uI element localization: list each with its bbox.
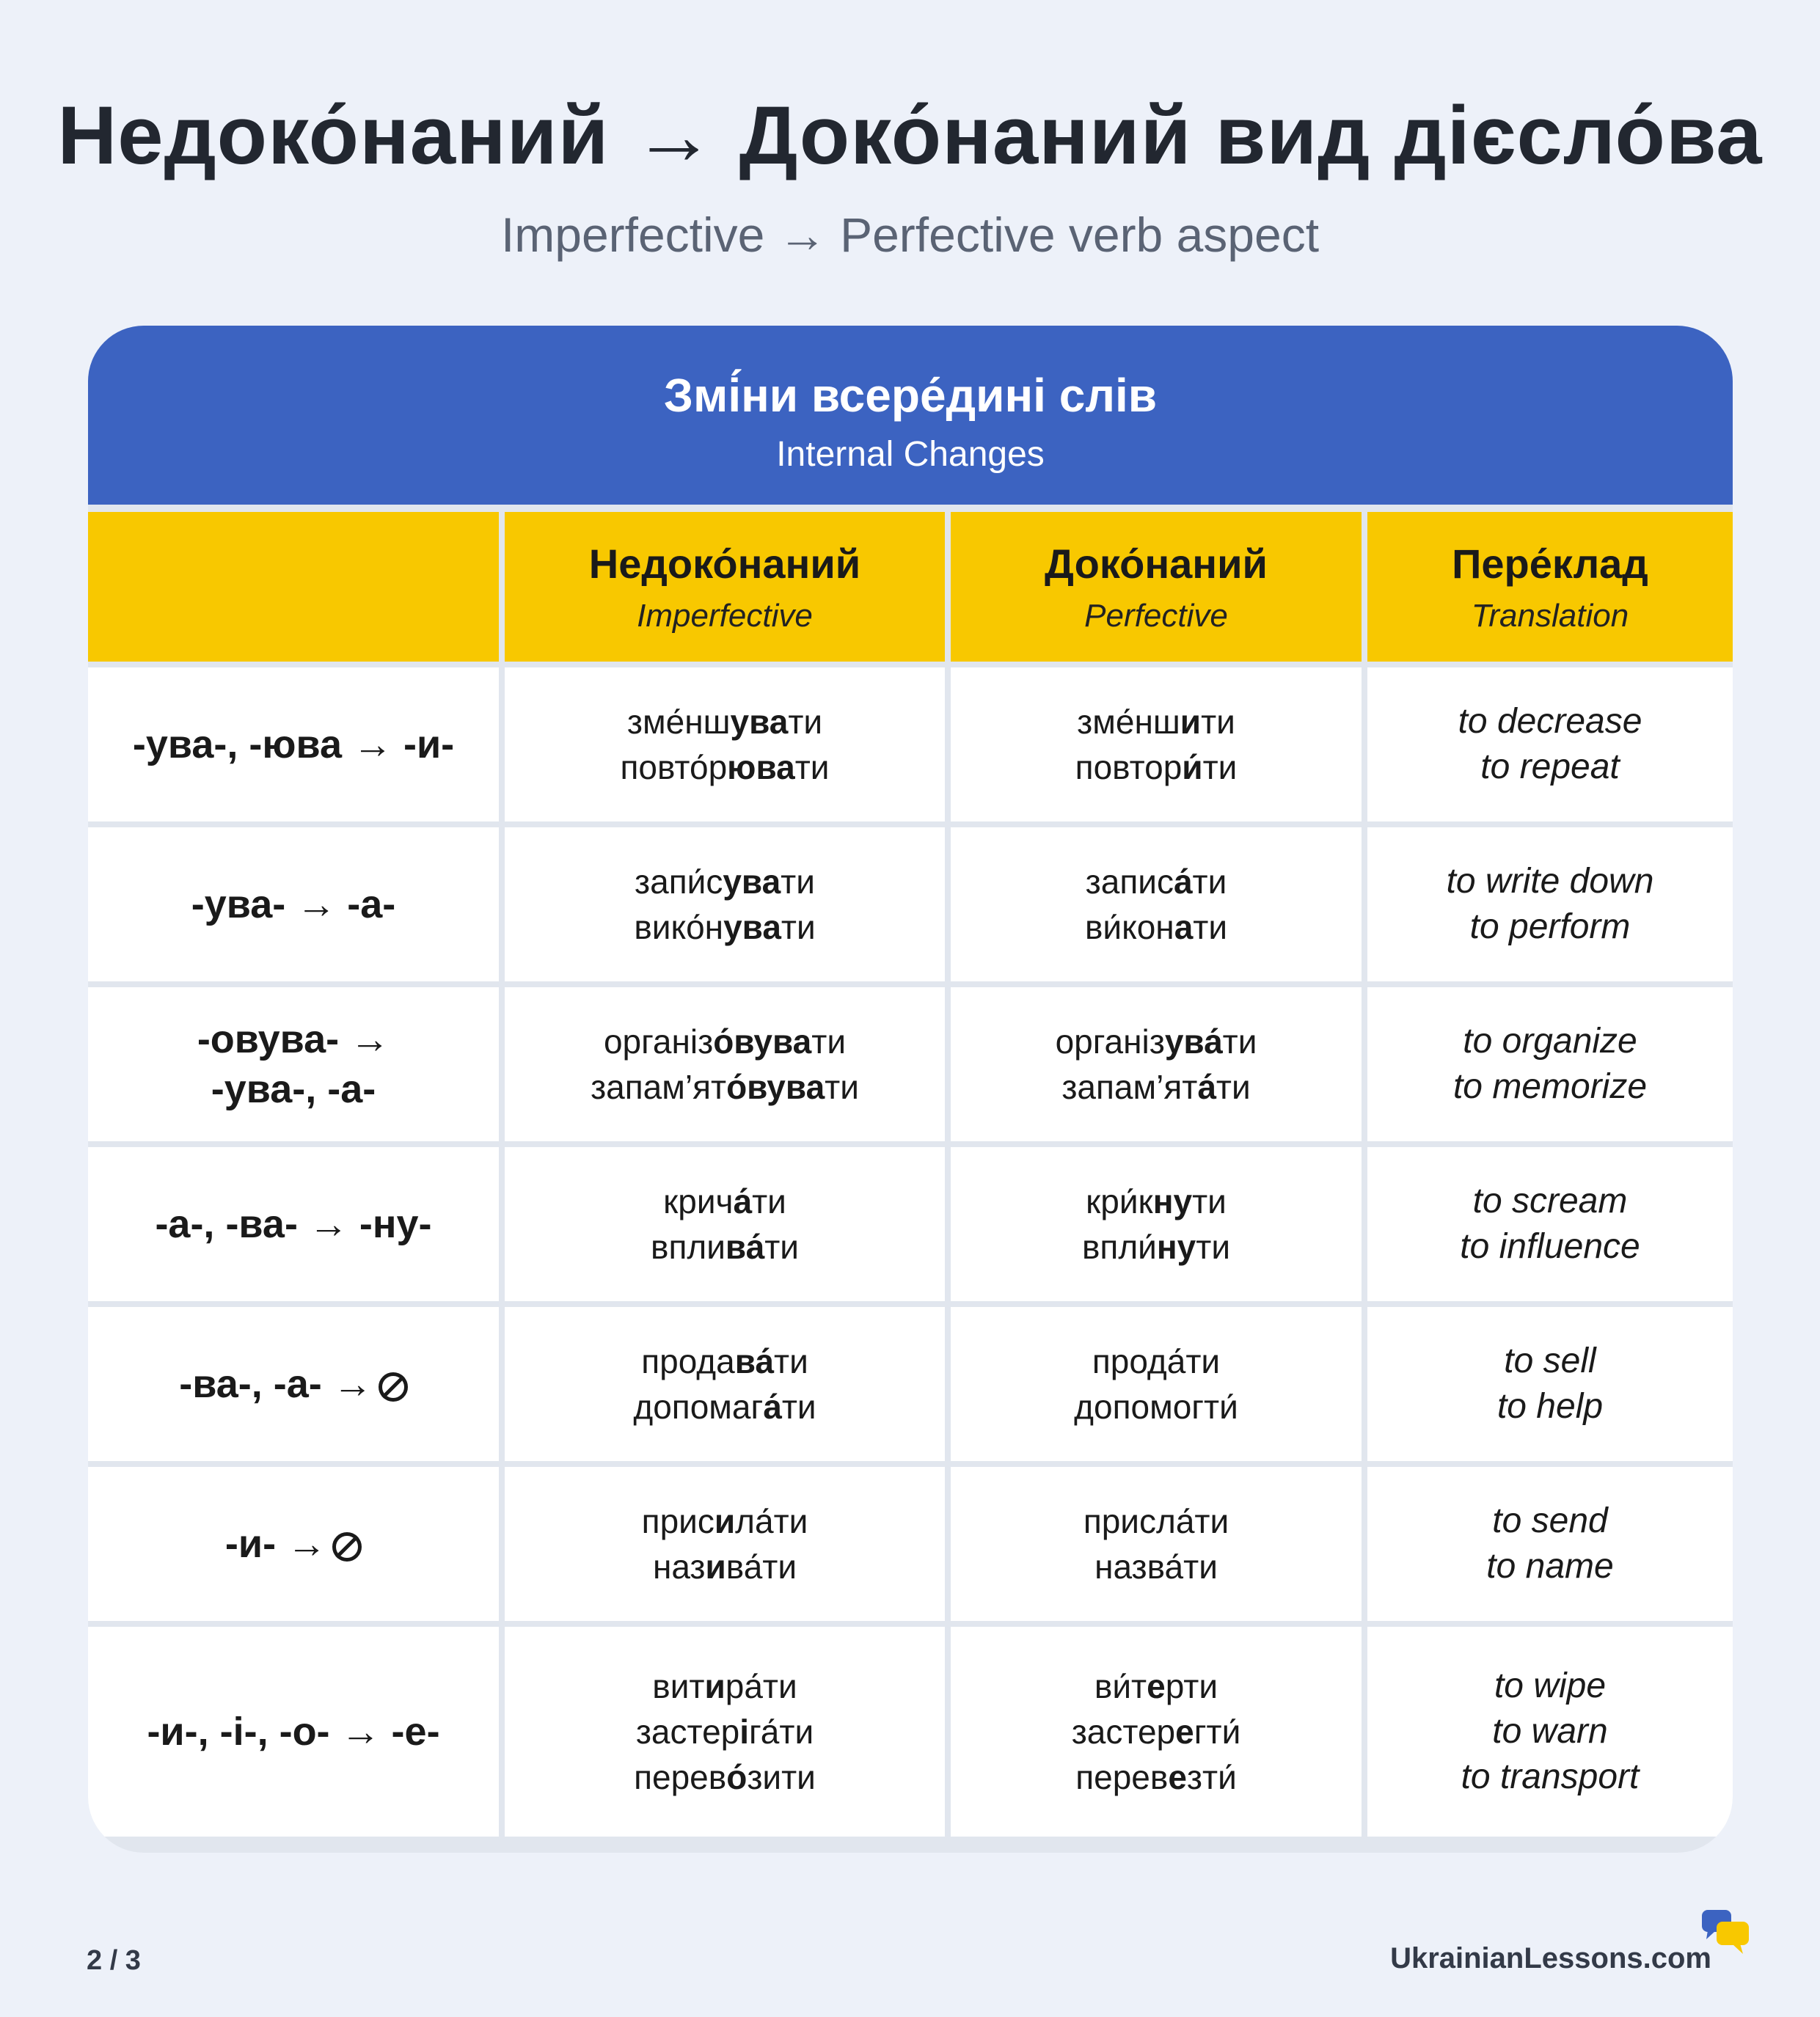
translation-line: to write down — [1446, 862, 1654, 901]
table-cell-imperfective — [505, 667, 945, 821]
table-cell-rule — [88, 1467, 499, 1621]
table-cell-imperfective — [505, 1467, 945, 1621]
table-cell-imperfective — [505, 1147, 945, 1301]
table-cell-imperfective — [505, 1307, 945, 1461]
imperfective-line: застеріга́ти — [635, 1713, 814, 1751]
table-cell-translation — [1367, 1627, 1733, 1837]
table-cell-rule — [88, 827, 499, 981]
imperfective-line: допомага́ти — [633, 1388, 816, 1426]
table-cell-rule — [88, 667, 499, 821]
table-cell-perfective — [951, 1307, 1362, 1461]
translation-line: to organize — [1463, 1022, 1637, 1061]
imperfective-line: вико́нувати — [634, 908, 816, 946]
table-cell-imperfective — [505, 827, 945, 981]
table-cell-perfective — [951, 667, 1362, 821]
empty-set-icon — [379, 1372, 408, 1402]
translation-line: to scream — [1472, 1182, 1628, 1220]
imperfective-line: зме́ншувати — [626, 703, 823, 741]
perfective-line: повтори́ти — [1075, 748, 1238, 786]
perfective-line: записа́ти — [1085, 863, 1227, 901]
translation-line: to name — [1486, 1547, 1614, 1586]
site-name: UkrainianLessons.com — [1390, 1942, 1711, 1974]
table-cell-imperfective — [505, 1627, 945, 1837]
page-title: Недоко́наний → Доко́наний вид дієсло́ва — [57, 89, 1763, 181]
card-subtitle: Internal Changes — [776, 435, 1045, 474]
card-title: Змі́ни всере́дині слів — [663, 369, 1158, 422]
perfective-line: ви́конати — [1084, 908, 1228, 946]
table-cell-translation — [1367, 987, 1733, 1141]
rule-line: -ува- → -а- — [191, 882, 396, 926]
perfective-line: організува́ти — [1055, 1022, 1257, 1061]
perfective-line: перевезти́ — [1075, 1758, 1237, 1796]
header-label-uk: Пере́клад — [1452, 540, 1648, 587]
perfective-line: прода́ти — [1092, 1342, 1221, 1380]
chat-bubbles-logo-icon — [1700, 1907, 1753, 1960]
imperfective-line: запи́сувати — [635, 863, 815, 901]
translation-line: to help — [1496, 1387, 1604, 1426]
table-cell-rule — [88, 1147, 499, 1301]
rule-line: -и- → — [225, 1519, 362, 1569]
table-cell-imperfective — [505, 987, 945, 1141]
header-cell-perfective — [951, 512, 1362, 662]
rule-line: -овува- → — [197, 1017, 390, 1061]
table-cell-translation — [1367, 827, 1733, 981]
imperfective-line: організо́вувати — [603, 1022, 847, 1061]
empty-set-icon — [332, 1532, 362, 1562]
header-label-uk: Доко́наний — [1045, 540, 1268, 587]
translation-line: to memorize — [1452, 1067, 1648, 1106]
imperfective-line: присила́ти — [641, 1502, 808, 1540]
translation-line: to wipe — [1494, 1666, 1607, 1705]
translation-line: to influence — [1460, 1227, 1640, 1266]
perfective-line: назва́ти — [1094, 1548, 1218, 1586]
perfective-line: зме́ншити — [1077, 703, 1235, 741]
table-cell-translation — [1367, 1147, 1733, 1301]
rule-line: -и-, -і-, -о- → -е- — [147, 1710, 440, 1754]
table-cell-perfective — [951, 987, 1362, 1141]
imperfective-line: перево́зити — [634, 1758, 816, 1796]
imperfective-line: крича́ти — [663, 1182, 786, 1220]
translation-line: to perform — [1469, 907, 1631, 946]
imperfective-line: вплива́ти — [651, 1228, 799, 1266]
table-cell-perfective — [951, 827, 1362, 981]
imperfective-line: продава́ти — [641, 1342, 808, 1380]
translation-line: to warn — [1492, 1712, 1608, 1751]
imperfective-line: витира́ти — [652, 1667, 797, 1705]
rule-line: -ува-, -юва → -и- — [132, 722, 455, 766]
perfective-line: ви́терти — [1094, 1667, 1218, 1705]
header-label-en: Imperfective — [637, 597, 813, 634]
imperfective-line: назива́ти — [652, 1548, 797, 1586]
perfective-line: присла́ти — [1083, 1502, 1229, 1540]
imperfective-line: повто́рювати — [620, 748, 830, 786]
perfective-line: впли́нути — [1081, 1228, 1231, 1266]
imperfective-line: запам’ято́вувати — [591, 1068, 859, 1106]
table-cell-rule — [88, 1307, 499, 1461]
header-cell-rule — [88, 512, 499, 662]
table-cell-perfective — [951, 1627, 1362, 1837]
table-cell-perfective — [951, 1467, 1362, 1621]
translation-line: to repeat — [1480, 747, 1620, 786]
perfective-line: застерегти́ — [1071, 1713, 1241, 1751]
card-header — [88, 326, 1733, 505]
perfective-line: запам’ята́ти — [1061, 1068, 1251, 1106]
perfective-line: кри́кнути — [1086, 1182, 1227, 1220]
rule-line: -а-, -ва- → -ну- — [155, 1202, 432, 1246]
perfective-line: допомогти́ — [1074, 1388, 1238, 1426]
page-number: 2 / 3 — [87, 1945, 141, 1976]
table-cell-perfective — [951, 1147, 1362, 1301]
table-cell-rule — [88, 1627, 499, 1837]
translation-line: to decrease — [1458, 702, 1642, 741]
rules-table — [88, 512, 1733, 1837]
rules-table-card — [88, 326, 1733, 1853]
table-cell-translation — [1367, 667, 1733, 821]
table-cell-translation — [1367, 1467, 1733, 1621]
table-cell-translation — [1367, 1307, 1733, 1461]
translation-line: to transport — [1461, 1757, 1640, 1796]
header-label-uk: Недоко́наний — [588, 540, 861, 587]
translation-line: to sell — [1504, 1341, 1596, 1380]
header-cell-imperfective — [505, 512, 945, 662]
rule-line: -ува-, -а- — [211, 1067, 376, 1111]
header-label-en: Translation — [1471, 597, 1629, 634]
table-cell-rule — [88, 987, 499, 1141]
header-cell-translation — [1367, 512, 1733, 662]
rule-line: -ва-, -а- → — [179, 1359, 408, 1409]
translation-line: to send — [1492, 1501, 1608, 1540]
page-subtitle: Imperfective → Perfective verb aspect — [500, 208, 1320, 262]
header-label-en: Perfective — [1084, 597, 1228, 634]
